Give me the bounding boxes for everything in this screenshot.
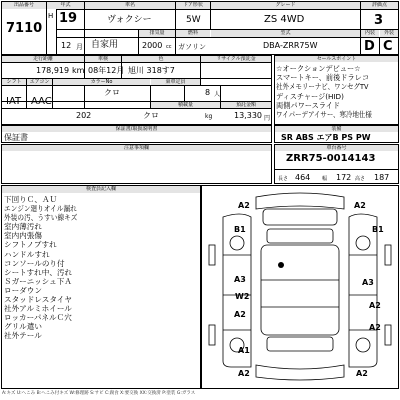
damage-mark: A2	[238, 201, 250, 210]
label-docs: 保証書/取扱説明書	[2, 126, 271, 132]
damage-mark: A3	[234, 275, 246, 284]
label-grade: グレード	[211, 2, 360, 9]
damage-mark: A2	[356, 369, 368, 378]
label-ac: エアコン	[27, 79, 52, 85]
label-recycle: リサイクル預託金	[201, 56, 271, 62]
inspector-item: 外装の汚、うすい線キズ	[4, 213, 78, 223]
inspector-item: ロッカーパネルＣ穴	[4, 313, 72, 323]
recycle-amount: 13,330	[234, 111, 262, 120]
sales-point: 両側パワースライド	[276, 100, 341, 110]
damage-mark: A2	[369, 301, 381, 310]
damage-mark: A2	[238, 369, 250, 378]
load-unit: kg	[205, 113, 213, 120]
label-color: 色	[122, 56, 200, 62]
ac-value: AAC	[31, 96, 52, 107]
sales-points-title: セールスポイント	[275, 56, 398, 62]
inspector-item: グリル遣い	[4, 322, 42, 332]
spare-left	[209, 245, 215, 265]
front-bumper	[256, 193, 344, 209]
car-name: ヴォクシー	[107, 15, 152, 25]
month-unit: 月	[76, 43, 83, 51]
windshield	[267, 229, 333, 243]
label-recycle-fee: 預託金額	[221, 102, 271, 108]
mileage-km-unit: km	[72, 66, 85, 75]
year-value: 19	[59, 11, 78, 26]
inspection-date: 08年12月	[88, 66, 125, 75]
label-mileage: 走行距離	[2, 56, 84, 62]
label-exterior: 外装	[380, 30, 398, 37]
inspector-item: Ｓガーニッシュ下Ａ	[4, 276, 72, 286]
chassis-title: 車台番号	[275, 145, 398, 151]
equipment-title: 装備	[275, 126, 398, 132]
sales-point: ワイパーデアイサー、寒冷地仕様	[276, 110, 372, 120]
mileage-km: 178,919	[36, 66, 70, 75]
label-color-no: カラーNo	[53, 79, 150, 85]
length-value: 464	[295, 173, 311, 182]
damage-mark: A2	[354, 201, 366, 210]
sales-point: 社外メモリーナビ、ワンセグTV	[276, 82, 369, 92]
month-value: 12	[61, 41, 72, 50]
inspector-item: 社外アルミホイール	[4, 304, 72, 314]
plate-number: 旭川 318す7	[128, 66, 175, 75]
height-value: 187	[374, 173, 390, 182]
interior-grade: D	[364, 39, 375, 54]
chassis-number: ZRR75-0014143	[286, 153, 376, 164]
seats-unit: 人	[214, 91, 221, 98]
left-side	[223, 214, 251, 367]
displacement-value: 2000	[142, 41, 163, 50]
damage-mark: W2	[235, 292, 250, 301]
sales-points-list	[276, 64, 397, 119]
inspector-item: エンジン廻りオイル漏れ	[4, 204, 77, 214]
rear-bumper	[256, 365, 344, 380]
model-value: DBA-ZRR75W	[263, 41, 318, 50]
left-front-wheel	[230, 236, 244, 250]
rust-point	[278, 262, 284, 268]
inspector-item: 社外テール	[4, 331, 42, 341]
shift-value: IAT	[6, 96, 22, 107]
inspector-item: コンソールのり付	[4, 258, 65, 268]
damage-mark: A2	[369, 323, 381, 332]
height-label: 高さ	[355, 176, 366, 182]
equipment-value: SR ABS エアB PS PW	[281, 133, 371, 142]
inspector-item: 下回りＣ、ＡＵ	[4, 195, 58, 204]
inspector-item: シートすれ中、汚れ	[4, 267, 73, 277]
damage-mark: B1	[372, 225, 384, 234]
inspector-item: ハンドルすれ	[4, 249, 50, 259]
label-interior: 内装	[361, 30, 379, 37]
label-capacity-seats: 乗車定員	[151, 79, 200, 85]
notes-title: 注意事項欄	[2, 145, 271, 151]
era-letter: H	[48, 12, 54, 20]
damage-mark: A1	[238, 346, 250, 355]
damage-mark: A2	[234, 310, 246, 319]
inspector-list	[4, 195, 100, 341]
label-lot: 出品番号	[2, 2, 46, 9]
right-front-wheel	[356, 236, 370, 250]
label-shift: シフト	[2, 79, 26, 85]
inspector-title: 検査員記入欄	[2, 186, 200, 193]
length-label: 長さ	[278, 176, 289, 182]
hood	[263, 209, 337, 225]
label-year: 年式	[47, 2, 84, 9]
seats-value: 8	[205, 88, 211, 97]
score-value: 3	[374, 13, 384, 28]
label-capacity: 排気量	[139, 30, 175, 37]
rear-window	[267, 337, 333, 351]
right-rear-wheel	[356, 338, 370, 352]
label-score: 評価点	[361, 2, 398, 9]
displacement-unit: cc	[166, 44, 172, 50]
inspector-item: スタッドレスタイヤ	[4, 295, 72, 305]
sales-point: ☆オークションデビュー☆	[276, 64, 361, 73]
inspector-item: ローダウン	[4, 285, 42, 295]
right-side	[349, 214, 377, 367]
spare-right	[385, 245, 391, 265]
color-value: クロ	[104, 88, 120, 97]
label-load: 積載量	[151, 102, 220, 108]
docs-value: 保証書	[4, 133, 28, 142]
damage-mark: A3	[362, 278, 374, 287]
width-label: 幅	[322, 176, 328, 182]
roof	[261, 245, 339, 335]
label-fuel: 燃料	[176, 30, 210, 37]
width-value: 172	[336, 173, 352, 182]
label-inspection: 車検	[85, 56, 121, 62]
sales-point: ディスチャージ(HID)	[276, 91, 344, 101]
label-car-name: 車名	[85, 2, 175, 9]
inspector-item: 室内薄汚れ	[4, 222, 42, 232]
exterior-grade: C	[383, 39, 393, 54]
inspector-item: シフトノブすれ	[4, 240, 57, 250]
usage: 自家用	[91, 40, 119, 50]
inspector-item: 室内内張傷	[4, 231, 42, 241]
fuel-value: ガソリン	[178, 43, 206, 51]
label-doors: ドア形状	[176, 2, 210, 9]
sales-point: スマートキー、前後ドラレコ	[276, 73, 370, 83]
color-name: クロ	[143, 111, 159, 120]
lot-number: 7110	[6, 21, 43, 36]
color-code: 202	[76, 111, 92, 120]
footer-legend: A:キズ U:へこみ B:へこみ付キズ W:修理跡 S:サビ C:腐食 X:要交換 XX:交換済 P:塗装 G:ガラス	[2, 391, 196, 396]
doors-value: 5W	[186, 15, 201, 25]
car-diagram	[201, 185, 399, 389]
grade-value: ZS 4WD	[264, 14, 305, 25]
label-model: 型式	[211, 30, 360, 37]
damage-mark: B1	[234, 225, 246, 234]
recycle-unit: 円	[264, 115, 271, 122]
